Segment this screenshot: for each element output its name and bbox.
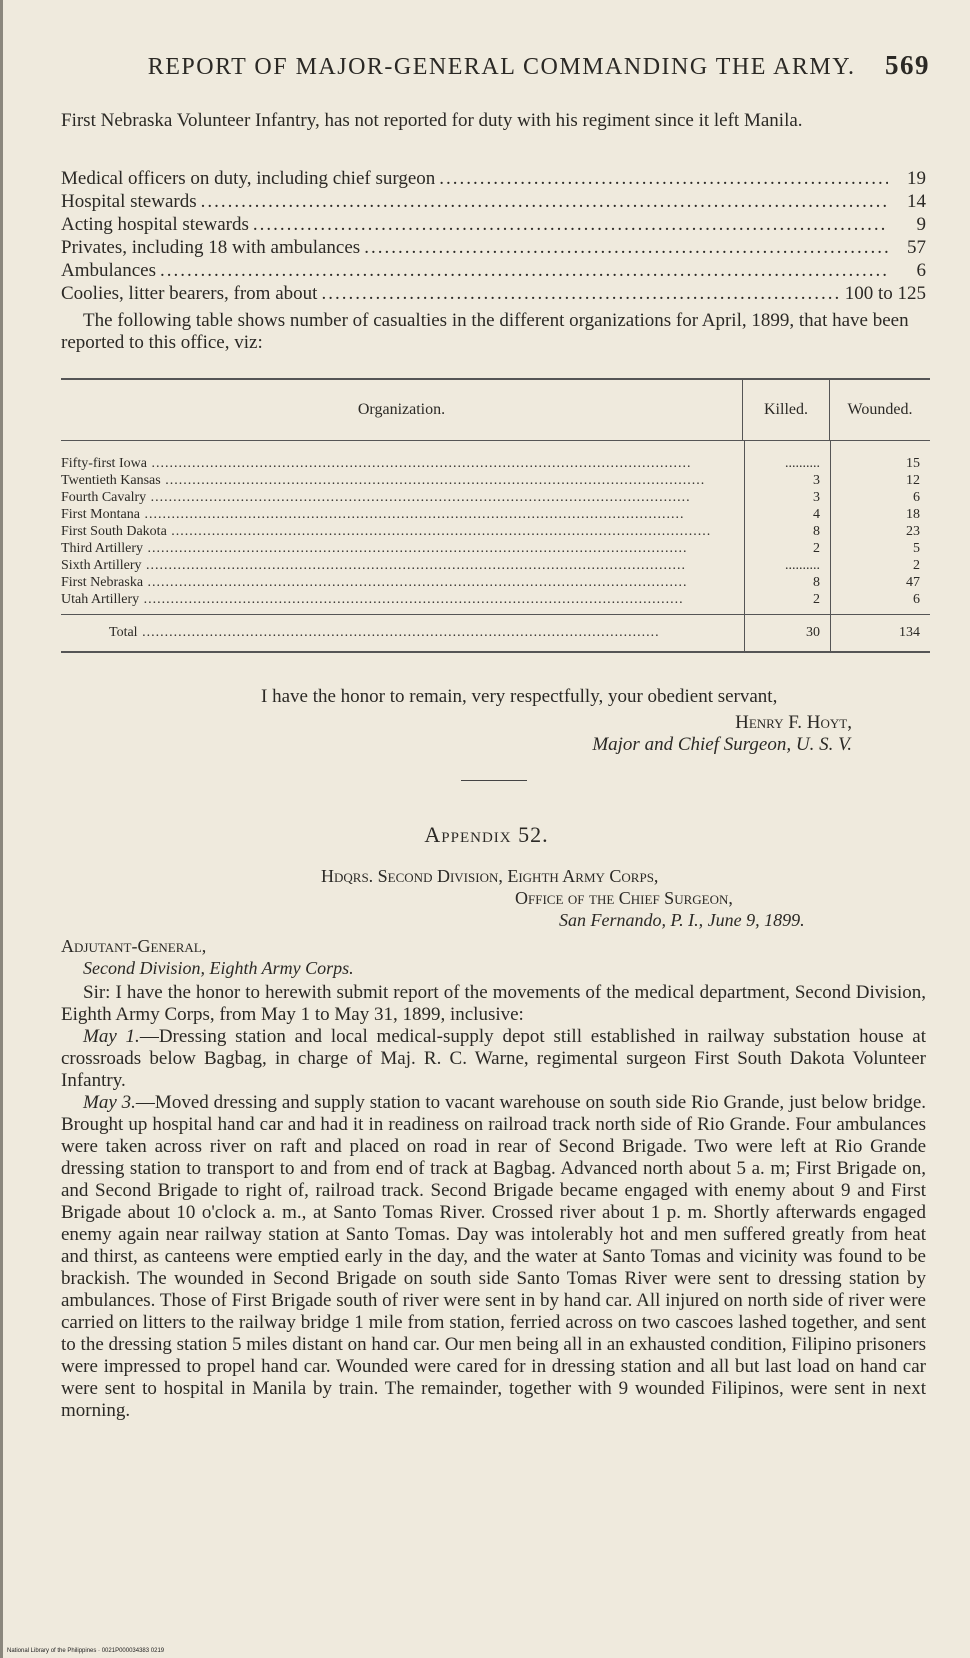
- total-wounded: 134: [830, 615, 930, 651]
- salutation-paragraph: Sir: I have the honor to herewith submit report of the movements of the medical department, Second Division, Eighth Army Corps, from May 1 to May 31, 1899, inclusive:: [61, 982, 926, 1025]
- signature-title: Major and Chief Surgeon, U. S. V.: [592, 734, 852, 755]
- ledger-value: 100 to 125: [844, 283, 926, 304]
- table-row-organization: First Montana .....: [61, 507, 684, 522]
- table-body: [61, 441, 930, 614]
- closing-line: I have the honor to remain, very respectfully, your obedient servant,: [261, 686, 778, 707]
- may-1-entry: [61, 1026, 926, 1092]
- appendix-title: Appendix 52.: [424, 822, 549, 847]
- header-wounded: Wounded.: [829, 380, 930, 440]
- ledger-label: Privates, including 18 with ambulances: [61, 237, 361, 258]
- table-cell-killed: ..........: [785, 558, 820, 573]
- table-cell-wounded: 15: [906, 456, 920, 471]
- ledger-value: 14: [907, 191, 926, 212]
- may-3-entry: [61, 1092, 926, 1422]
- table-total-row: [61, 614, 930, 651]
- ledger-value: 9: [916, 214, 926, 235]
- may-3-date: May 3.: [83, 1092, 136, 1113]
- casualty-table: [61, 378, 930, 653]
- table-cell-wounded: 6: [913, 592, 920, 607]
- appendix-body: [61, 982, 926, 1422]
- table-row-organization: Fifty-first Iowa .....: [61, 456, 691, 471]
- hq-line-3: San Fernando, P. I., June 9, 1899.: [559, 910, 805, 930]
- table-cell-killed: 3: [813, 490, 820, 505]
- table-cell-wounded: 2: [913, 558, 920, 573]
- organization-column: [61, 441, 744, 614]
- ledger-value: 57: [907, 237, 926, 258]
- ledger-row: [61, 237, 926, 260]
- staff-ledger: [61, 168, 926, 306]
- addressee-line-1: Adjutant-General,: [61, 936, 207, 956]
- ledger-label: Medical officers on duty, including chief surgeon: [61, 168, 436, 189]
- scan-footer: National Library of the Philippines · 0021P000034383 0219: [7, 1648, 165, 1654]
- table-cell-wounded: 12: [906, 473, 920, 488]
- table-row-organization: First South Dakota .....: [61, 524, 711, 539]
- ledger-row: [61, 168, 926, 191]
- table-row-organization: Fourth Cavalry .....: [61, 490, 691, 505]
- wounded-column: [830, 441, 930, 614]
- table-row-organization: First Nebraska .....: [61, 575, 688, 590]
- may-1-text: —Dressing station and local medical-supply depot still established in railway substation house at crossroads below Bagbag, in charge of Maj. R. C. Warne, regimental surgeon First South Dakota Volunteer Infantry.: [61, 1026, 927, 1091]
- hq-line-1: Hdqrs. Second Division, Eighth Army Corps,: [321, 866, 659, 886]
- table-cell-killed: 4: [813, 507, 820, 522]
- total-label: Total .....: [109, 625, 660, 640]
- may-3-text: —Moved dressing and supply station to vacant warehouse on south side Rio Grande, just below bridge. Brought up hospital hand car and had it in readiness on railroad track north side of Rio Grande. Four ambulances were taken across river on raft and placed on road in rear of Second Brigade. Two were left at Rio Grande dressing station to transport to and from end of track at Bagbag. Advanced north about 5 a. m; First Brigade on, and Second Brigade to right of, railroad track. Second Brigade became engaged with enemy about 9 and First Brigade about 10 o'clock a. m., at Santo Tomas River. Crossed river about 1 p. m. Shortly afterwards engaged enemy again near railway station at Santo Tomas. Day was intolerably hot and men suffered greatly from heat and thirst, as canteens were emptied early in the day, and the water at Santo Tomas and vicinity was found to be brackish. The wounded in Second Brigade on south side Santo Tomas River were sent to dressing station by ambulances. Those of First Brigade south of river were sent in by hand car. All injured on north side of river were carried on litters to the railway bridge 1 mile from station, ferried across on two cascoes lashed together, and sent to the dressing station 5 miles distant on hand car. Our men being all in an exhausted condition, Filipino prisoners were impressed to propel hand car. Wounded were cared for in dressing station and all but last load on hand car were sent to hospital in Manila by train. The remainder, together with 9 wounded Filipinos, were sent in next morning.: [61, 1092, 927, 1421]
- table-cell-wounded: 18: [906, 507, 920, 522]
- intro-paragraph: First Nebraska Volunteer Infantry, has not reported for duty with his regiment since it left Manila.: [61, 110, 803, 131]
- section-divider: [461, 780, 527, 781]
- table-row-organization: Twentieth Kansas .....: [61, 473, 705, 488]
- table-cell-wounded: 23: [906, 524, 920, 539]
- ledger-value: 19: [907, 168, 926, 189]
- ledger-row: [61, 191, 926, 214]
- table-cell-killed: 2: [813, 541, 820, 556]
- ledger-label: Ambulances: [61, 260, 156, 281]
- table-cell-killed: 8: [813, 575, 820, 590]
- ledger-value: 6: [916, 260, 926, 281]
- total-killed: 30: [744, 615, 830, 651]
- table-header-row: [61, 380, 930, 441]
- header-organization: Organization.: [357, 401, 446, 418]
- table-intro-paragraph: The following table shows number of casualties in the different organizations for April, 1899, that have been reported to this office, viz:: [61, 310, 909, 353]
- table-row-organization: Sixth Artillery .....: [61, 558, 686, 573]
- may-1-date: May 1.: [83, 1026, 140, 1047]
- signature-name: Henry F. Hoyt,: [735, 712, 852, 733]
- ledger-label: Coolies, litter bearers, from about: [61, 283, 318, 304]
- table-cell-wounded: 47: [906, 575, 920, 590]
- killed-column: [744, 441, 830, 614]
- ledger-label: Hospital stewards: [61, 191, 197, 212]
- ledger-row: [61, 260, 926, 283]
- table-cell-wounded: 5: [913, 541, 920, 556]
- ledger-row: [61, 283, 926, 306]
- header-killed: Killed.: [742, 380, 829, 440]
- ledger-row: [61, 214, 926, 237]
- table-row-organization: Utah Artillery .....: [61, 592, 684, 607]
- table-cell-killed: 8: [813, 524, 820, 539]
- header-title: REPORT OF MAJOR-GENERAL COMMANDING THE ARMY.: [147, 54, 856, 80]
- table-cell-killed: 2: [813, 592, 820, 607]
- page-number: 569: [885, 50, 930, 80]
- addressee-line-2: Second Division, Eighth Army Corps.: [83, 958, 354, 978]
- hq-line-2: Office of the Chief Surgeon,: [515, 888, 733, 908]
- table-cell-killed: ..........: [785, 456, 820, 471]
- running-header: [133, 50, 930, 81]
- table-cell-wounded: 6: [913, 490, 920, 505]
- table-row-organization: Third Artillery .....: [61, 541, 688, 556]
- table-cell-killed: 3: [813, 473, 820, 488]
- ledger-label: Acting hospital stewards: [61, 214, 249, 235]
